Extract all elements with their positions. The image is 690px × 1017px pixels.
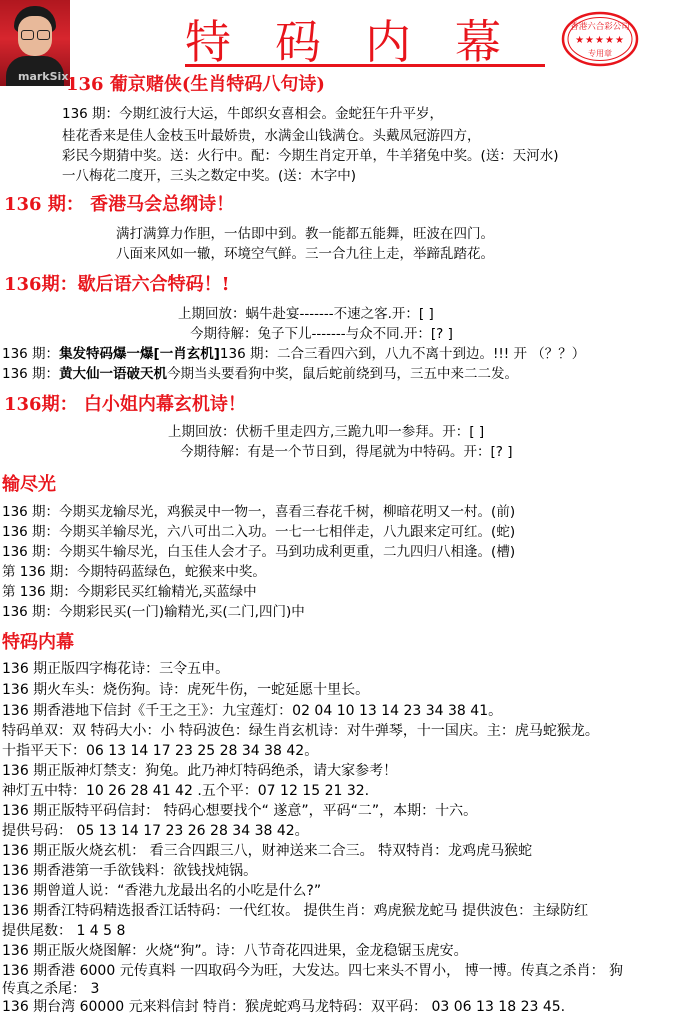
glasses-right	[37, 30, 50, 40]
glasses-left	[21, 30, 34, 40]
text-line: 传真之杀尾： 3	[2, 981, 100, 997]
text-line: 136 期：今期买牛输尽光，白玉佳人会才子。马到功成利更重，二九四归八相逢。(槽)	[2, 544, 516, 560]
text-line: 136 期火车头：烧伤狗。诗：虎死牛伤，一蛇延愿十里长。	[2, 682, 370, 698]
text-line: 136 期曾道人说：“香港九龙最出名的小吃是什么?”	[2, 883, 322, 899]
text-line: 136 期正版神灯禁支：狗兔。此乃神灯特码绝杀，请大家参考！	[2, 763, 398, 779]
text-line: 136 期香港 6000 元传真料 一四取码今为旺，大发达。四七来头不胃小， 博一博。传真之杀肖： 狗	[2, 963, 624, 979]
text-line: 神灯五中特：10 26 28 41 42 .五个平：07 12 15 21 32.	[2, 783, 370, 799]
section-heading-riddle: 136期：歇后语六合特码！!	[4, 274, 230, 295]
section-heading-lose-all: 输尽光	[2, 474, 56, 495]
text-line: 136 期香港地下信封《千王之王》：九宝莲灯：02 04 10 13 14 23 34 38 41。	[2, 703, 503, 719]
text-line: 满打满算力作胆，一估即中到。教一能都五能舞，旺波在四门。	[116, 226, 494, 242]
text-row	[2, 342, 585, 362]
row-text: 136 期：二合三看四六到，八九不离十到边。!!! 开 （？？）	[219, 346, 586, 362]
text-line: 一八梅花二度开，三头之数定中奖。(送：木字中)	[62, 168, 357, 184]
period-label: 136 期：	[2, 366, 60, 382]
text-line: 136 期：今期彩民买(一门)输精光,买(二门,四门)中	[2, 604, 305, 620]
text-line: 136 期香江特码精选报香江话特码：一代红妆。 提供生肖：鸡虎猴龙蛇马 提供波色：主绿防红	[2, 903, 589, 919]
text-line: 八面来风如一辙，环境空气鲜。三一合九往上走，举蹄乱踏花。	[116, 246, 494, 262]
text-line: 提供号码： 05 13 14 17 23 26 28 34 38 42。	[2, 823, 309, 839]
text-line: 136 期台湾 60000 元来料信封 特肖：猴虎蛇鸡马龙特码：双平码： 03 06 13 18 23 45.	[2, 999, 566, 1015]
page-title: 特码内幕	[185, 15, 545, 69]
row-text: 今期当头要看狗中奖，鼠后蛇前绕到马，三五中来二二发。	[167, 366, 519, 382]
text-line: 上期回放：伏枥千里走四方,三跪九叩一参拜。开：[ ]	[168, 424, 485, 440]
text-line: 第 136 期：今期特码蓝绿色，蛇猴来中奖。	[2, 564, 266, 580]
text-line: 136 期：今期买羊输尽光，六八可出二入功。一七一七相伴走，八九跟来定可红。(蛇)	[2, 524, 516, 540]
text-line: 今期待解：有是一个节日到，得尾就为中特码。开：[? ]	[180, 444, 513, 460]
text-line: 桂花香来是佳人金枝玉叶最娇贵，水满金山钱满仓。头戴凤冠游四方，	[62, 128, 481, 144]
section-heading-white-lady: 136期： 白小姐内幕玄机诗！	[4, 394, 246, 415]
text-line: 136 期正版特平码信封： 特码心想要找个“ 遂意”，平码“二”，本期：十六。	[2, 803, 478, 819]
text-line: 彩民今期猜中奖。送：火行中。配：今期生肖定开单，牛羊猪兔中奖。(送：天河水)	[62, 148, 559, 164]
text-line: 136 期：今期红波行大运，牛郎织女喜相会。金蛇狂午升平岁，	[62, 106, 444, 122]
avatar	[0, 0, 70, 86]
seal-stars: ★★★★★	[575, 35, 625, 46]
text-line: 提供尾数： 1 4 5 8	[2, 923, 126, 939]
text-line: 十指平天下：06 13 14 17 23 25 28 34 38 42。	[2, 743, 319, 759]
text-line: 上期回放：蜗牛赴宴-------不速之客.开：[ ]	[178, 306, 434, 322]
seal-bottom-text: 专用章	[588, 49, 612, 58]
section-heading-inside-info: 特码内幕	[2, 632, 74, 653]
text-line: 特码单双：双 特码大小：小 特码波色：绿生肖玄机诗：对牛弹琴，十一国庆。主：虎马蛇猴龙。	[2, 723, 599, 739]
text-line: 136 期香港第一手欲钱料：欲钱找炖锅。	[2, 863, 258, 879]
text-line: 136 期正版四字梅花诗：三令五申。	[2, 661, 230, 677]
text-line: 136 期正版火烧图解：火烧“狗”。诗：八节奇花四进果，金龙稳锯玉虎安。	[2, 943, 468, 959]
section-heading-macau-poem: 136 葡京赌侠(生肖特码八句诗)	[66, 74, 325, 95]
text-line: 136 期：今期买龙输尽光，鸡猴灵中一物一，喜看三春花千树，柳暗花明又一村。(前)	[2, 504, 516, 520]
avatar-watermark: markSix	[18, 70, 69, 83]
text-line: 第 136 期：今期彩民买红输精光,买蓝绿中	[2, 584, 257, 600]
seal-stamp	[560, 10, 640, 68]
text-row	[2, 362, 518, 382]
seal-top-text: 香港六合彩公司	[570, 22, 630, 32]
bold-title: 集发特码爆一爆[一肖玄机]	[59, 346, 220, 362]
bold-title: 黄大仙一语破天机	[59, 366, 168, 382]
section-heading-jockey-poem: 136 期： 香港马会总纲诗！	[4, 194, 235, 215]
period-label: 136 期：	[2, 346, 60, 362]
text-line: 今期待解：兔子下儿-------与众不同.开：[? ]	[190, 326, 453, 342]
text-line: 136 期正版火烧玄机： 看三合四跟三八，财神送来二合三。 特双特肖：龙鸡虎马猴蛇	[2, 843, 533, 859]
